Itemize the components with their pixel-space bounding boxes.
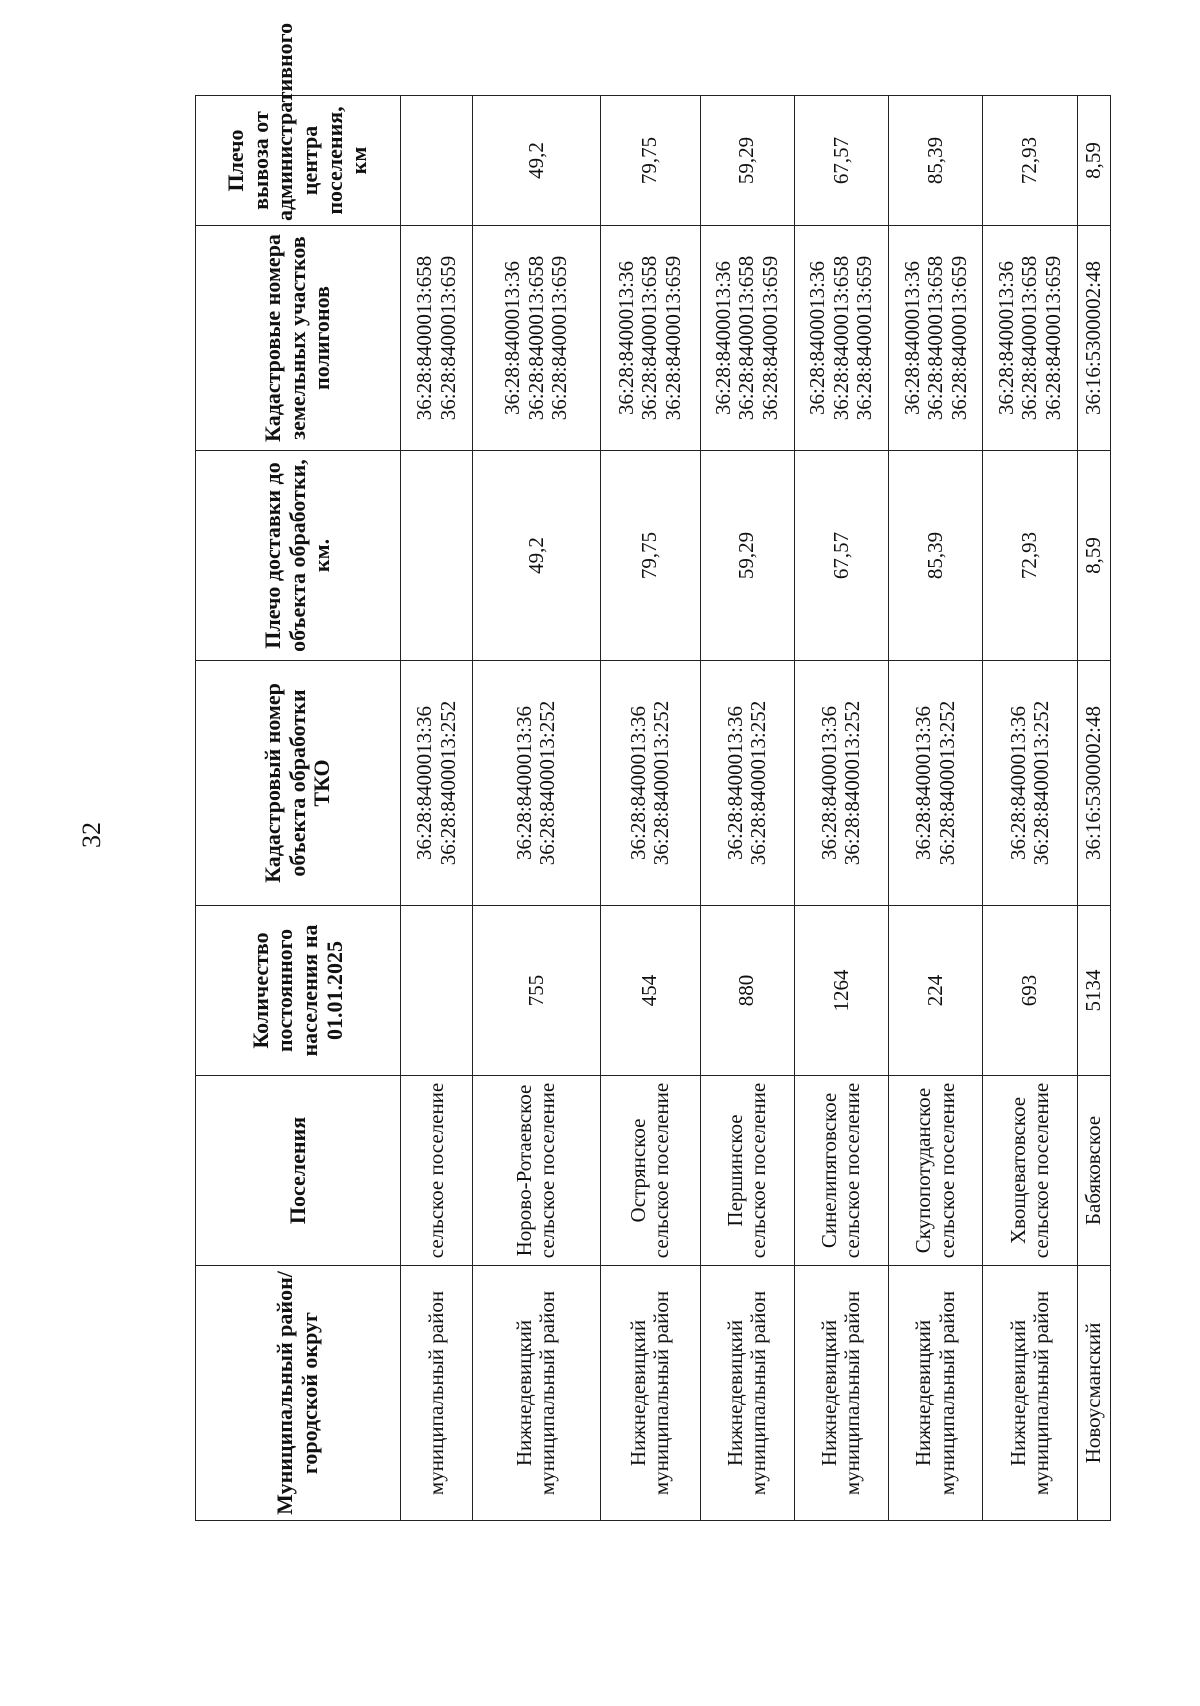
cell-district: Новоусманский — [1077, 1266, 1110, 1521]
cell-settlement: Бабяковское — [1077, 1076, 1110, 1266]
cell-cadastral-land: 36:28:8400013:36 36:28:8400013:658 36:28:8400013:659 — [889, 226, 983, 451]
cell-settlement: Скупопотуданское сельское поселение — [889, 1076, 983, 1266]
header-district: Муниципальный район/ городской округ — [196, 1266, 401, 1521]
table-row — [600, 96, 700, 1521]
cell-delivery-distance: 79,75 — [600, 451, 700, 661]
table-row — [794, 96, 888, 1521]
cell-settlement: Норово-Ротаевское сельское поселение — [473, 1076, 601, 1266]
cell-export-distance — [401, 96, 473, 226]
cell-cadastral-object: 36:28:8400013:36 36:28:8400013:252 — [700, 661, 794, 906]
header-settlement: Поселения — [196, 1076, 401, 1266]
cell-delivery-distance: 8,59 — [1077, 451, 1110, 661]
cell-cadastral-land: 36:28:8400013:36 36:28:8400013:658 36:28:8400013:659 — [983, 226, 1077, 451]
cell-delivery-distance: 72,93 — [983, 451, 1077, 661]
cell-export-distance: 49,2 — [473, 96, 601, 226]
cell-settlement: Першинское сельское поселение — [700, 1076, 794, 1266]
rotated-table-wrapper — [195, 22, 1111, 1521]
table-row — [401, 96, 473, 1521]
cell-cadastral-object: 36:28:8400013:36 36:28:8400013:252 — [794, 661, 888, 906]
cell-settlement: Синелипяговское сельское поселение — [794, 1076, 888, 1266]
table-row — [700, 96, 794, 1521]
cell-cadastral-land: 36:28:8400013:36 36:28:8400013:658 36:28:8400013:659 — [473, 226, 601, 451]
cell-settlement: Хвощеватовское сельское поселение — [983, 1076, 1077, 1266]
cell-export-distance: 59,29 — [700, 96, 794, 226]
cell-export-distance: 79,75 — [600, 96, 700, 226]
cell-district: Нижнедевицкий муниципальный район — [700, 1266, 794, 1521]
table-row — [889, 96, 983, 1521]
table-row — [473, 96, 601, 1521]
cell-population: 5134 — [1077, 906, 1110, 1076]
cell-cadastral-land: 36:28:8400013:36 36:28:8400013:658 36:28:8400013:659 — [600, 226, 700, 451]
cell-settlement: Острянское сельское поселение — [600, 1076, 700, 1266]
cell-cadastral-object: 36:28:8400013:36 36:28:8400013:252 — [983, 661, 1077, 906]
cell-population — [401, 906, 473, 1076]
cell-district: Нижнедевицкий муниципальный район — [983, 1266, 1077, 1521]
table-row — [1077, 96, 1110, 1521]
cell-cadastral-land: 36:28:8400013:36 36:28:8400013:658 36:28:8400013:659 — [794, 226, 888, 451]
cell-cadastral-object: 36:28:8400013:36 36:28:8400013:252 — [889, 661, 983, 906]
cell-export-distance: 67,57 — [794, 96, 888, 226]
cell-population: 224 — [889, 906, 983, 1076]
header-export-distance: Плечо вывоза от административного центра поселения, км — [196, 96, 401, 226]
page-number: 32 — [77, 822, 106, 848]
cell-delivery-distance: 59,29 — [700, 451, 794, 661]
cell-export-distance: 72,93 — [983, 96, 1077, 226]
cell-cadastral-object: 36:28:8400013:36 36:28:8400013:252 — [473, 661, 601, 906]
cell-delivery-distance: 49,2 — [473, 451, 601, 661]
cell-district: муниципальный район — [401, 1266, 473, 1521]
cell-population: 693 — [983, 906, 1077, 1076]
header-cadastral-land: Кадастровые номера земельных участков полигонов — [196, 226, 401, 451]
cell-population: 1264 — [794, 906, 888, 1076]
header-cadastral-object: Кадастровый номер объекта обработки ТКО — [196, 661, 401, 906]
cell-population: 454 — [600, 906, 700, 1076]
cell-export-distance: 8,59 — [1077, 96, 1110, 226]
cell-district: Нижнедевицкий муниципальный район — [794, 1266, 888, 1521]
table-row — [983, 96, 1077, 1521]
cell-delivery-distance: 67,57 — [794, 451, 888, 661]
cell-cadastral-land: 36:28:8400013:658 36:28:8400013:659 — [401, 226, 473, 451]
cell-district: Нижнедевицкий муниципальный район — [889, 1266, 983, 1521]
table-header-row — [196, 96, 401, 1521]
cell-delivery-distance: 85,39 — [889, 451, 983, 661]
settlements-table — [195, 22, 1111, 1521]
cell-export-distance: 85,39 — [889, 96, 983, 226]
cell-population: 755 — [473, 906, 601, 1076]
cell-cadastral-land: 36:16:5300002:48 — [1077, 226, 1110, 451]
cell-district: Нижнедевицкий муниципальный район — [473, 1266, 601, 1521]
cell-delivery-distance — [401, 451, 473, 661]
cell-population: 880 — [700, 906, 794, 1076]
table-frame — [195, 22, 1200, 1515]
cell-cadastral-object: 36:28:8400013:36 36:28:8400013:252 — [401, 661, 473, 906]
cell-cadastral-object: 36:16:5300002:48 — [1077, 661, 1110, 906]
cell-cadastral-land: 36:28:8400013:36 36:28:8400013:658 36:28:8400013:659 — [700, 226, 794, 451]
header-delivery-distance: Плечо доставки до объекта обработки, км. — [196, 451, 401, 661]
cell-settlement: сельское поселение — [401, 1076, 473, 1266]
cell-district: Нижнедевицкий муниципальный район — [600, 1266, 700, 1521]
header-population: Количество постоянного населения на 01.01.2025 — [196, 906, 401, 1076]
cell-cadastral-object: 36:28:8400013:36 36:28:8400013:252 — [600, 661, 700, 906]
